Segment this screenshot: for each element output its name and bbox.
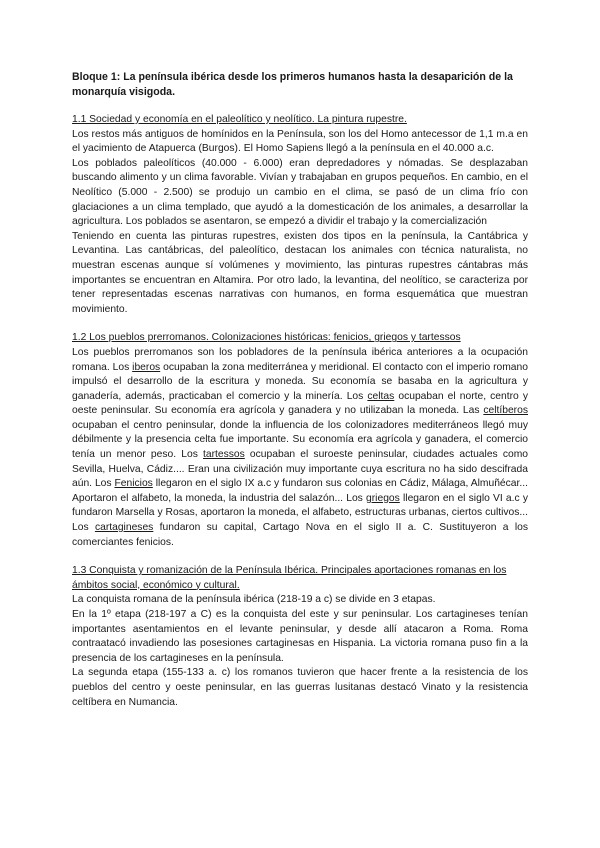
term-griegos: griegos (366, 492, 400, 504)
section-gap (72, 317, 528, 331)
paragraph-pinturas-rupestres: Teniendo en cuenta las pinturas rupestres, existen dos tipos en la península, la Cantábrica y Levantina. Las cantábricas, del paleolítico, destacan los animales con técnica naturalista, no muestran escenas aunque sí volúmenes y movimiento, las pinturas rupestres cántabras más importantes se encuentran en Altamira. Por otro lado, la levantina, del neolítico, se caracteriza por tener representadas escenas narrativas con humanos, en forma esquemática que muestran movimiento. (72, 230, 528, 315)
paragraph-segunda-etapa: La segunda etapa (155-133 a. c) los romanos tuvieron que hacer frente a la resistencia de los pueblos del centro y oeste peninsular, en las guerras lusitanas destacó Vinato y la resistencia celtíbera en Numancia. (72, 667, 528, 708)
text-run: fundaron su capital, Cartago Nova en el siglo II a. C. Sustituyeron a los comerciantes fenicios. (72, 522, 529, 548)
text-run: llegaron en el siglo IX a.c y fundaron sus colonias en Cádiz, Málaga, Almuñécar... Aportaron el alfabeto, la moneda, la industria del salazón... Los (72, 478, 528, 504)
document-title: Bloque 1: La península ibérica desde los primeros humanos hasta la desaparición de la monarquía visigoda. (72, 71, 513, 98)
section-heading-1-3: 1.3 Conquista y romanización de la Península Ibérica. Principales aportaciones romanas en los ámbitos social, económico y cultural. (72, 565, 507, 591)
term-celtas: celtas (367, 390, 395, 402)
text-run: ocupaban el suroeste peninsular, ciudades actuales como Sevilla, Huelva, Cádiz.... Eran una civilización muy importante cuya escritura no ha sido descifrada aún. Los (72, 449, 528, 490)
section-heading-1-2: 1.2 Los pueblos prerromanos. Colonizaciones históricas: fenicios, griegos y tartessos (72, 332, 461, 344)
paragraph-etapas: La conquista romana de la península ibérica (218-19 a c) se divide en 3 etapas. (72, 594, 436, 606)
term-tartessos: tartessos (203, 449, 245, 461)
text-run: ocupaban la zona mediterránea y meridional. El contacto con el imperio romano impulsó el desarrollo de la escritura y moneda. Su economía se basaba en la agricultura y ganadería, además, practicaban el comercio y la minería. Los (72, 361, 528, 402)
section-gap (72, 550, 528, 564)
term-fenicios: Fenicios (114, 478, 153, 490)
section-heading-1-1: 1.1 Sociedad y economía en el paleolítico y neolítico. La pintura rupestre. (72, 114, 407, 125)
paragraph-primera-etapa: En la 1º etapa (218-197 a C) es la conquista del este y sur peninsular. Los cartagineses tenían importantes asentamientos en el levante peninsular, y desde allí atacaron a Roma. Roma contraatacó invadiendo las posesiones cartaginesas en Hispania. La victoria romana puso fin a la presencia de los cartagineses en la península. (72, 609, 528, 664)
text-run: llegaron en el siglo VI a.c y fundaron Marsella y Rosas, aportaron la moneda, el alfabeto, estructuras urbanas, ciertos cultivos... Los (72, 492, 528, 534)
text-run: Los pueblos prerromanos son los pobladores de la península ibérica anteriores a la ocupación romana. Los (72, 346, 528, 373)
term-celtiberos: celtíberos (483, 405, 528, 417)
paragraph-paleolitico-neolitico: Los poblados paleolíticos (40.000 - 6.000) eran depredadores y nómadas. Se desplazaban buscando alimento y un clima favorable. Vivían y trabajaban en grupos pequeños. En cambio, en el Neolítico (5.000 - 2.500) se produjo un cambio en el clima, se pasó de un clima frío con glaciaciones a un clima templado, que ayudó a la domesticación de los animales, a desarrollar la agricultura. Los poblados se asentaron, se empezó a dividir el trabajo y la comercialización (72, 157, 528, 228)
term-cartagineses: cartagineses (94, 522, 154, 534)
term-iberos: iberos (132, 361, 161, 373)
document-page (72, 70, 528, 710)
paragraph-homo-antecessor: Los restos más antiguos de homínidos en la Península, son los del Homo antecessor de 1,1 m.a en el yacimiento de Atapuerca (Burgos). El Homo Sapiens llegó a la península en el 40.000 a.c. (72, 128, 528, 155)
text-run: ocupaban el norte, centro y oeste peninsular. Su economía era agrícola y ganadera y no utilizaban la moneda. Las (72, 390, 528, 417)
paragraph-pueblos-prerromanos (72, 346, 528, 550)
text-run: ocupaban el centro peninsular, donde la influencia de los colonizadores mediterráneos llegó muy débilmente y la presencia celta fue importante. Su economía era agrícola y ganadera, el comercio tenía un menor peso. Los (72, 419, 528, 461)
